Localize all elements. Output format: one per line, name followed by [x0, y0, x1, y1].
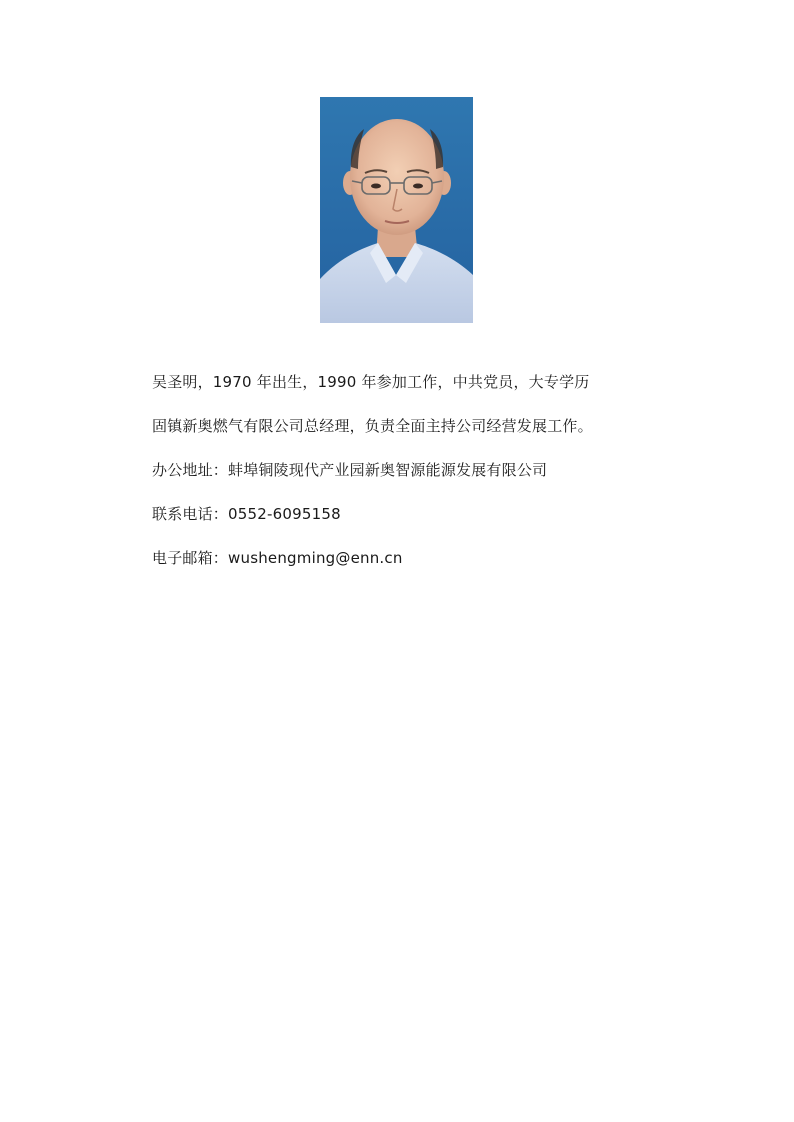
portrait-photo	[320, 97, 473, 323]
email-line	[152, 548, 672, 568]
phone-line	[152, 504, 672, 524]
phone-label: 联系电话：	[152, 505, 229, 523]
profile-intro-line: 吴圣明，1970 年出生，1990 年参加工作，中共党员，大专学历	[152, 373, 590, 391]
portrait-illustration	[320, 97, 473, 323]
profile-role-line: 固镇新奥燃气有限公司总经理，负责全面主持公司经营发展工作。	[152, 417, 593, 435]
phone-value: 0552-6095158	[228, 505, 341, 523]
office-address-value: 蚌埠铜陵现代产业园新奥智源能源发展有限公司	[228, 461, 548, 479]
email-value: wushengming@enn.cn	[228, 549, 403, 567]
email-label: 电子邮箱：	[152, 549, 229, 567]
profile-text	[152, 372, 672, 592]
office-address-label: 办公地址：	[152, 461, 229, 479]
office-address-line	[152, 460, 672, 480]
